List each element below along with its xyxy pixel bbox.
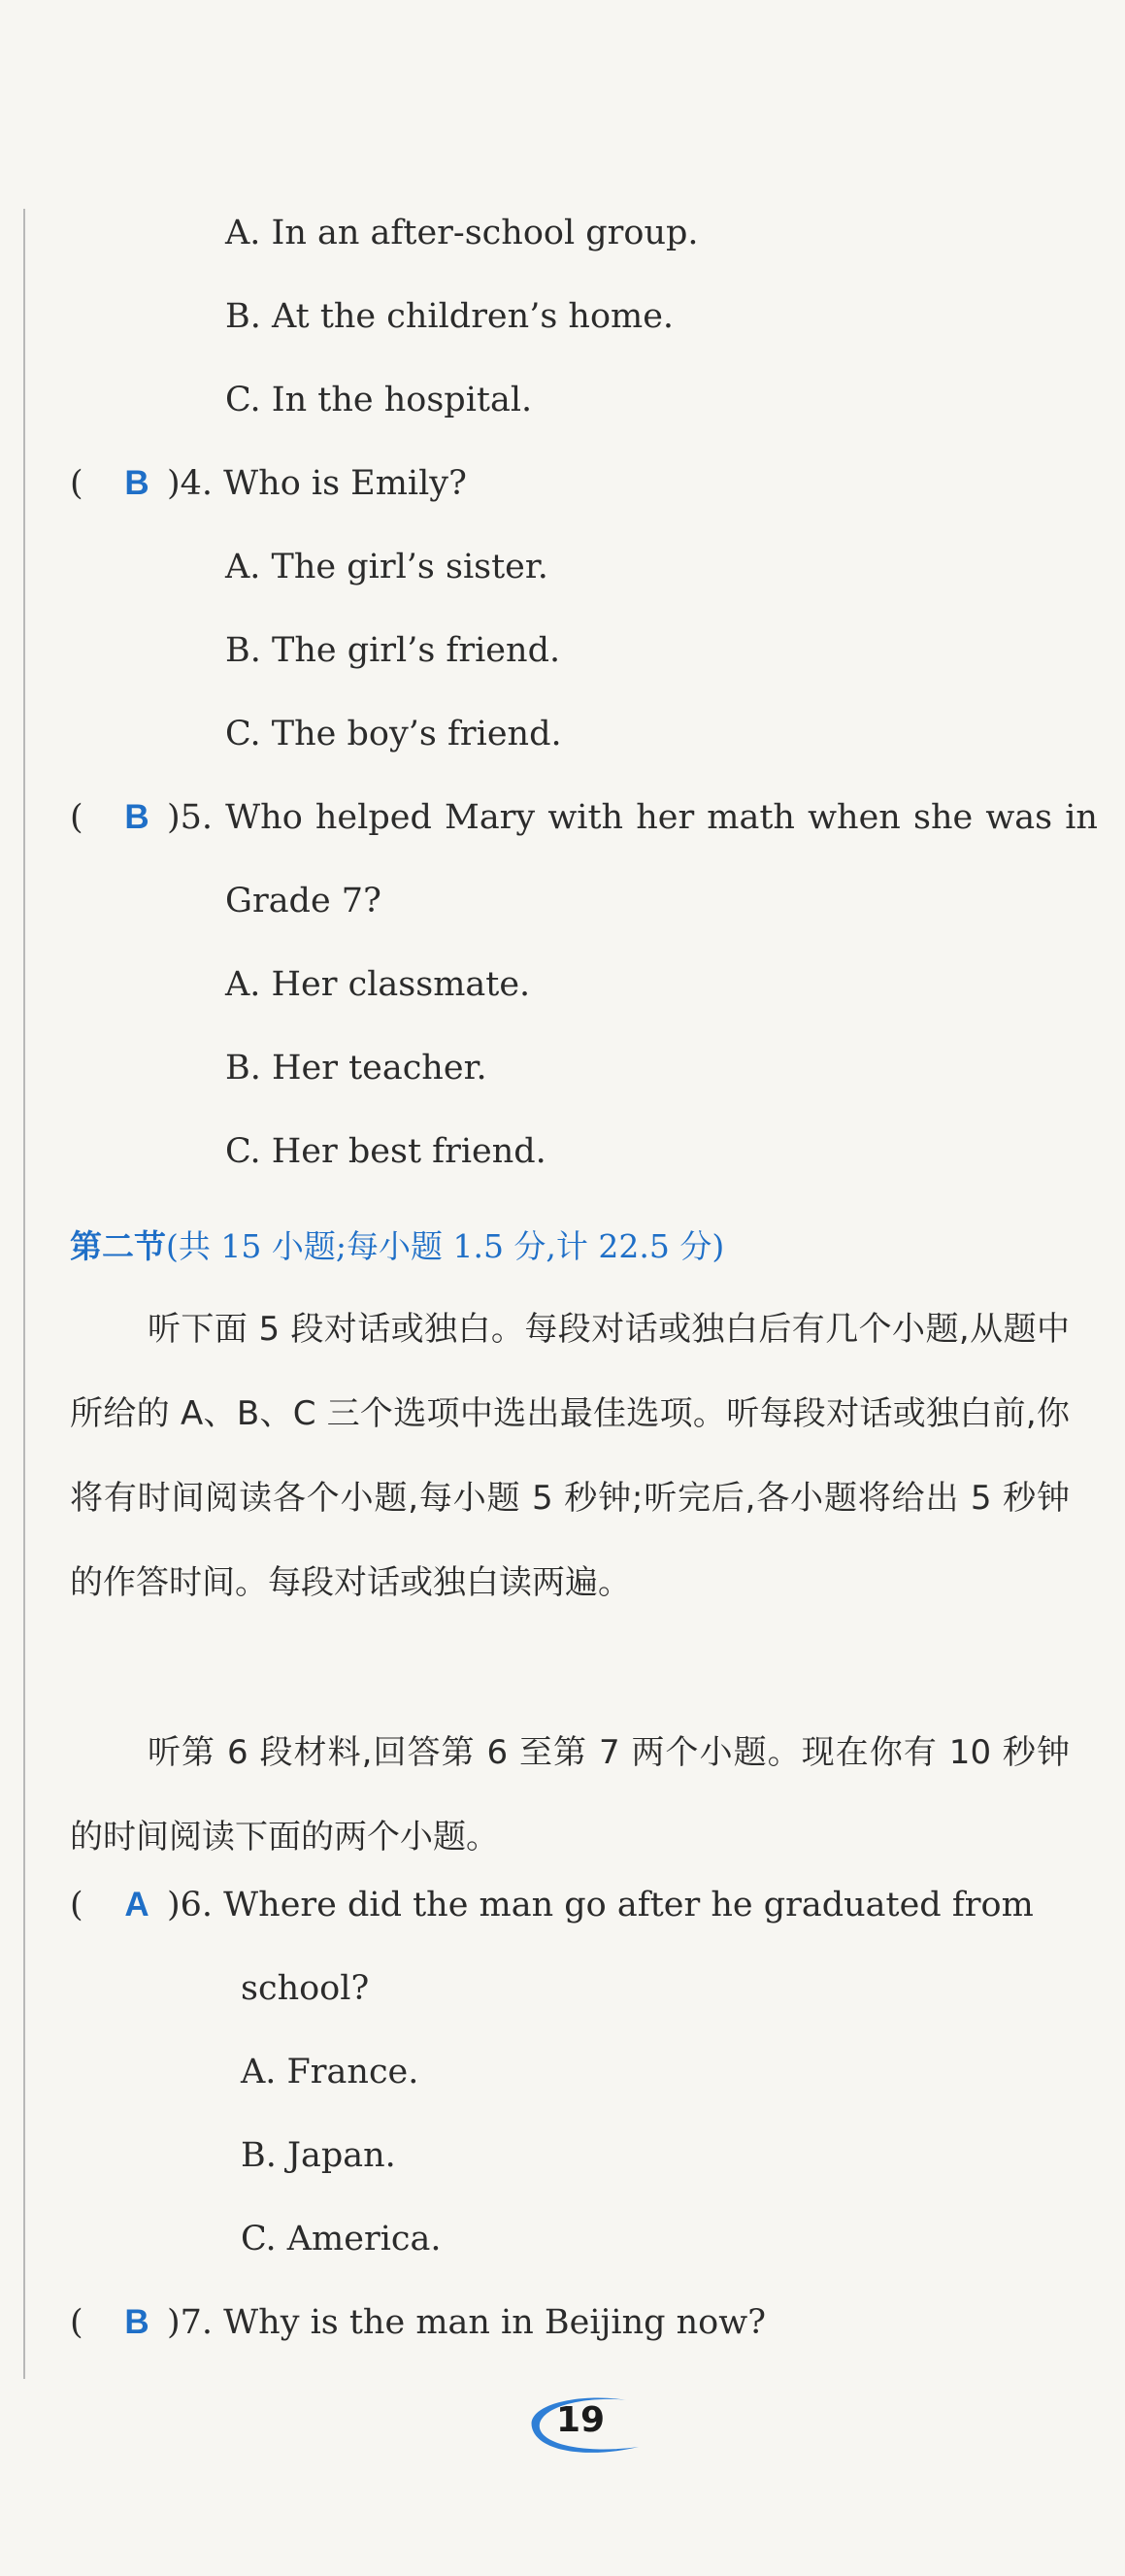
page-number: 19 [555,2400,606,2440]
question-6 [70,1884,1034,1926]
q6-text-continued: school? [241,1969,370,2008]
q5-text: )5. Who helped Mary with her math when she was in [167,798,1098,837]
question-5 [70,796,1098,839]
q4-option-b: B. The girl’s friend. [225,631,561,670]
q4-answer: B [124,464,149,502]
q6-paren-open: ( [70,1886,83,1924]
page-number-badge [513,2387,648,2460]
question-7 [70,2301,766,2344]
q7-answer: B [124,2303,149,2341]
q4-option-c: C. The boy’s friend. [225,715,562,753]
instruction-text-1: 听下面 5 段对话或独白。每段对话或独白后有几个小题,从题中所给的 A、B、C 三个选项中选出最佳选项。听每段对话或独白前,你将有时间阅读各个小题,每小题 5 秒钟;听完后,各小题将给出 5 秒钟的作答时间。每段对话或独白读两遍。 [70,1310,1070,1602]
q6-option-c: C. America. [241,2220,442,2258]
section-heading [70,1225,724,1268]
instruction-text-2: 听第 6 段材料,回答第 6 至第 7 两个小题。现在你有 10 秒钟的时间阅读下面的两个小题。 [70,1733,1070,1857]
q3-option-c: C. In the hospital. [225,381,533,419]
q5-text-continued: Grade 7? [225,882,381,920]
q5-option-a: A. Her classmate. [225,965,531,1004]
instruction-paragraph-2 [70,1711,1070,1880]
margin-line [23,209,25,2379]
section-title: 第二节 [70,1227,166,1265]
q7-paren-open: ( [70,2303,83,2342]
q4-option-a: A. The girl’s sister. [225,548,548,586]
q6-text: )6. Where did the man go after he graduated from [167,1886,1034,1924]
q6-option-b: B. Japan. [241,2136,396,2175]
section-note: (共 15 小题;每小题 1.5 分,计 22.5 分) [166,1227,725,1265]
q6-option-a: A. France. [241,2053,419,2091]
q4-paren-open: ( [70,464,83,503]
q5-option-c: C. Her best friend. [225,1132,546,1171]
q7-text: )7. Why is the man in Beijing now? [167,2303,766,2342]
q5-option-b: B. Her teacher. [225,1049,487,1087]
q5-answer: B [124,798,149,836]
q3-option-a: A. In an after-school group. [225,214,699,252]
q4-text: )4. Who is Emily? [167,464,467,503]
question-4 [70,462,467,505]
q5-paren-open: ( [70,798,83,837]
q6-answer: A [124,1886,149,1924]
instruction-paragraph-1 [70,1288,1070,1625]
q3-option-b: B. At the children’s home. [225,297,675,336]
